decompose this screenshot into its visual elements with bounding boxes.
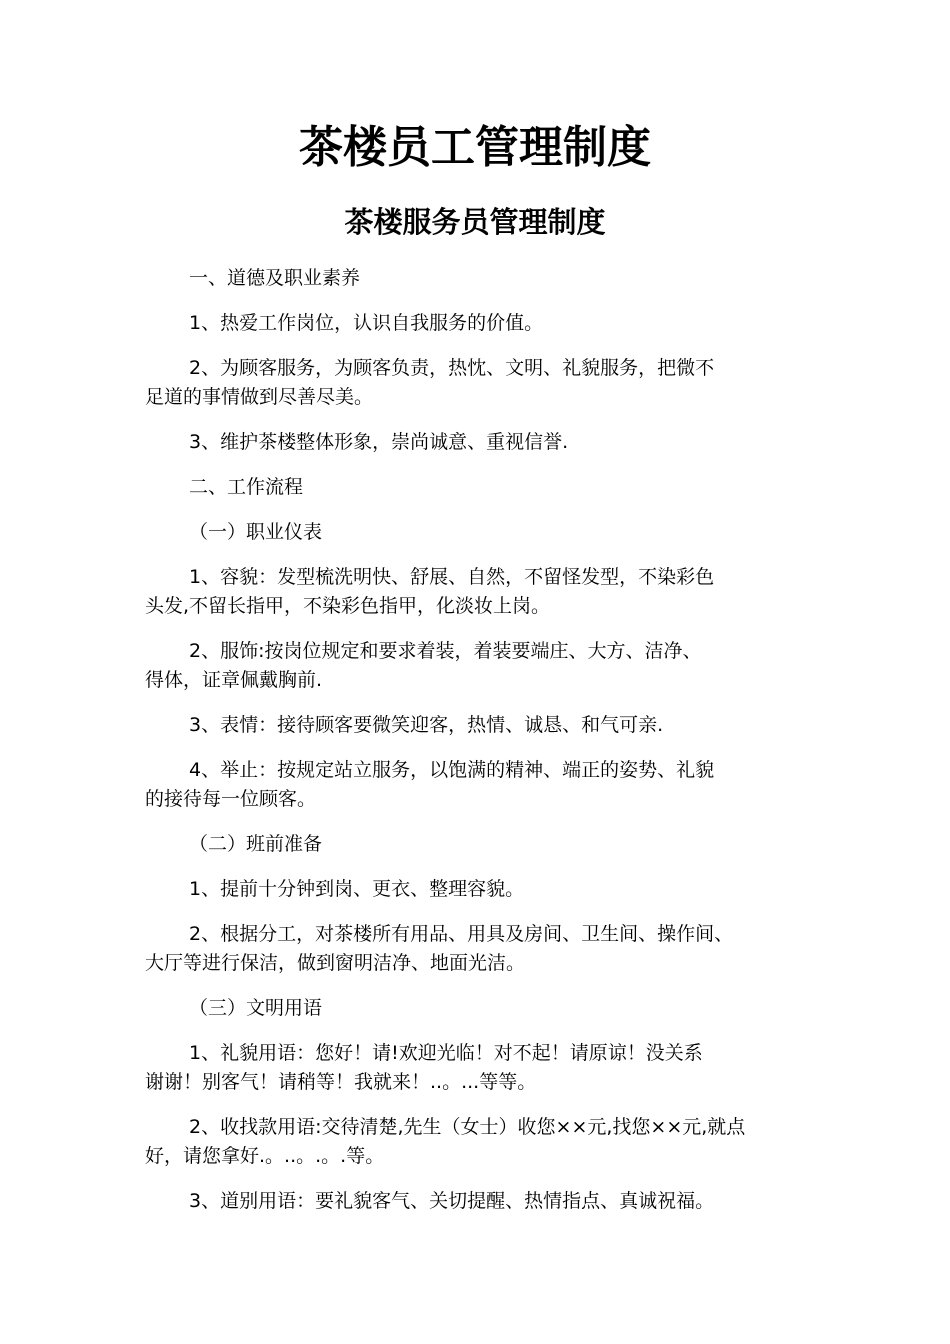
paragraph-line: 3、维护茶楼整体形象，崇尚诚意、重视信誉. [189, 431, 569, 453]
paragraph [145, 920, 810, 978]
paragraph-line: 谢谢！别客气！请稍等！我就来！..。...等等。 [145, 1071, 537, 1093]
paragraph [145, 875, 810, 904]
paragraph-line: 一、道德及职业素养 [189, 267, 361, 289]
paragraph-line: 大厅等进行保洁，做到窗明洁净、地面光洁。 [145, 952, 526, 974]
paragraph-line: 3、表情：接待顾客要微笑迎客，热情、诚恳、和气可亲. [189, 714, 664, 736]
paragraph-line: （一）职业仪表 [189, 521, 323, 543]
paragraph [145, 994, 810, 1023]
document-body [145, 264, 810, 1232]
paragraph-line: 头发,不留长指甲，不染彩色指甲，化淡妆上岗。 [145, 595, 551, 617]
paragraph [145, 428, 810, 457]
paragraph [145, 473, 810, 502]
paragraph-line: （三）文明用语 [189, 997, 323, 1019]
document-title: 茶楼员工管理制度 [299, 122, 651, 173]
paragraph [145, 518, 810, 547]
paragraph-line: 得体，证章佩戴胸前. [145, 669, 323, 691]
paragraph-line: 1、礼貌用语：您好！请!欢迎光临！对不起！请原谅！没关系 [189, 1042, 703, 1064]
paragraph-line: 2、根据分工，对茶楼所有用品、用具及房间、卫生间、操作间、 [189, 923, 734, 945]
paragraph-line: 1、提前十分钟到岗、更衣、整理容貌。 [189, 878, 525, 900]
paragraph-line: 2、收找款用语:交待清楚,先生（女士）收您××元,找您××元,就点 [189, 1116, 746, 1138]
paragraph-line: （二）班前准备 [189, 833, 323, 855]
document-subtitle: 茶楼服务员管理制度 [344, 205, 606, 239]
paragraph-line: 2、为顾客服务，为顾客负责，热忱、文明、礼貌服务，把微不 [189, 357, 715, 379]
paragraph [145, 309, 810, 338]
paragraph [145, 354, 810, 412]
paragraph [145, 830, 810, 859]
paragraph [145, 1039, 810, 1097]
paragraph-line: 4、举止：按规定站立服务，以饱满的精神、端正的姿势、礼貌 [189, 759, 715, 781]
paragraph [145, 264, 810, 293]
paragraph-line: 二、工作流程 [189, 476, 304, 498]
paragraph-line: 的接待每一位顾客。 [145, 788, 317, 810]
paragraph [145, 1113, 810, 1171]
paragraph-line: 2、服饰:按岗位规定和要求着装，着装要端庄、大方、洁净、 [189, 640, 702, 662]
paragraph-line: 足道的事情做到尽善尽美。 [145, 386, 374, 408]
paragraph [145, 563, 810, 621]
paragraph [145, 637, 810, 695]
paragraph [145, 711, 810, 740]
paragraph-line: 1、容貌：发型梳洗明快、舒展、自然，不留怪发型，不染彩色 [189, 566, 715, 588]
paragraph-line: 3、道别用语：要礼貌客气、关切提醒、热情指点、真诚祝福。 [189, 1190, 715, 1212]
paragraph [145, 1187, 810, 1216]
paragraph-line: 好，请您拿好.。..。.。.等。 [145, 1145, 385, 1167]
paragraph [145, 756, 810, 814]
paragraph-line: 1、热爱工作岗位，认识自我服务的价值。 [189, 312, 544, 334]
